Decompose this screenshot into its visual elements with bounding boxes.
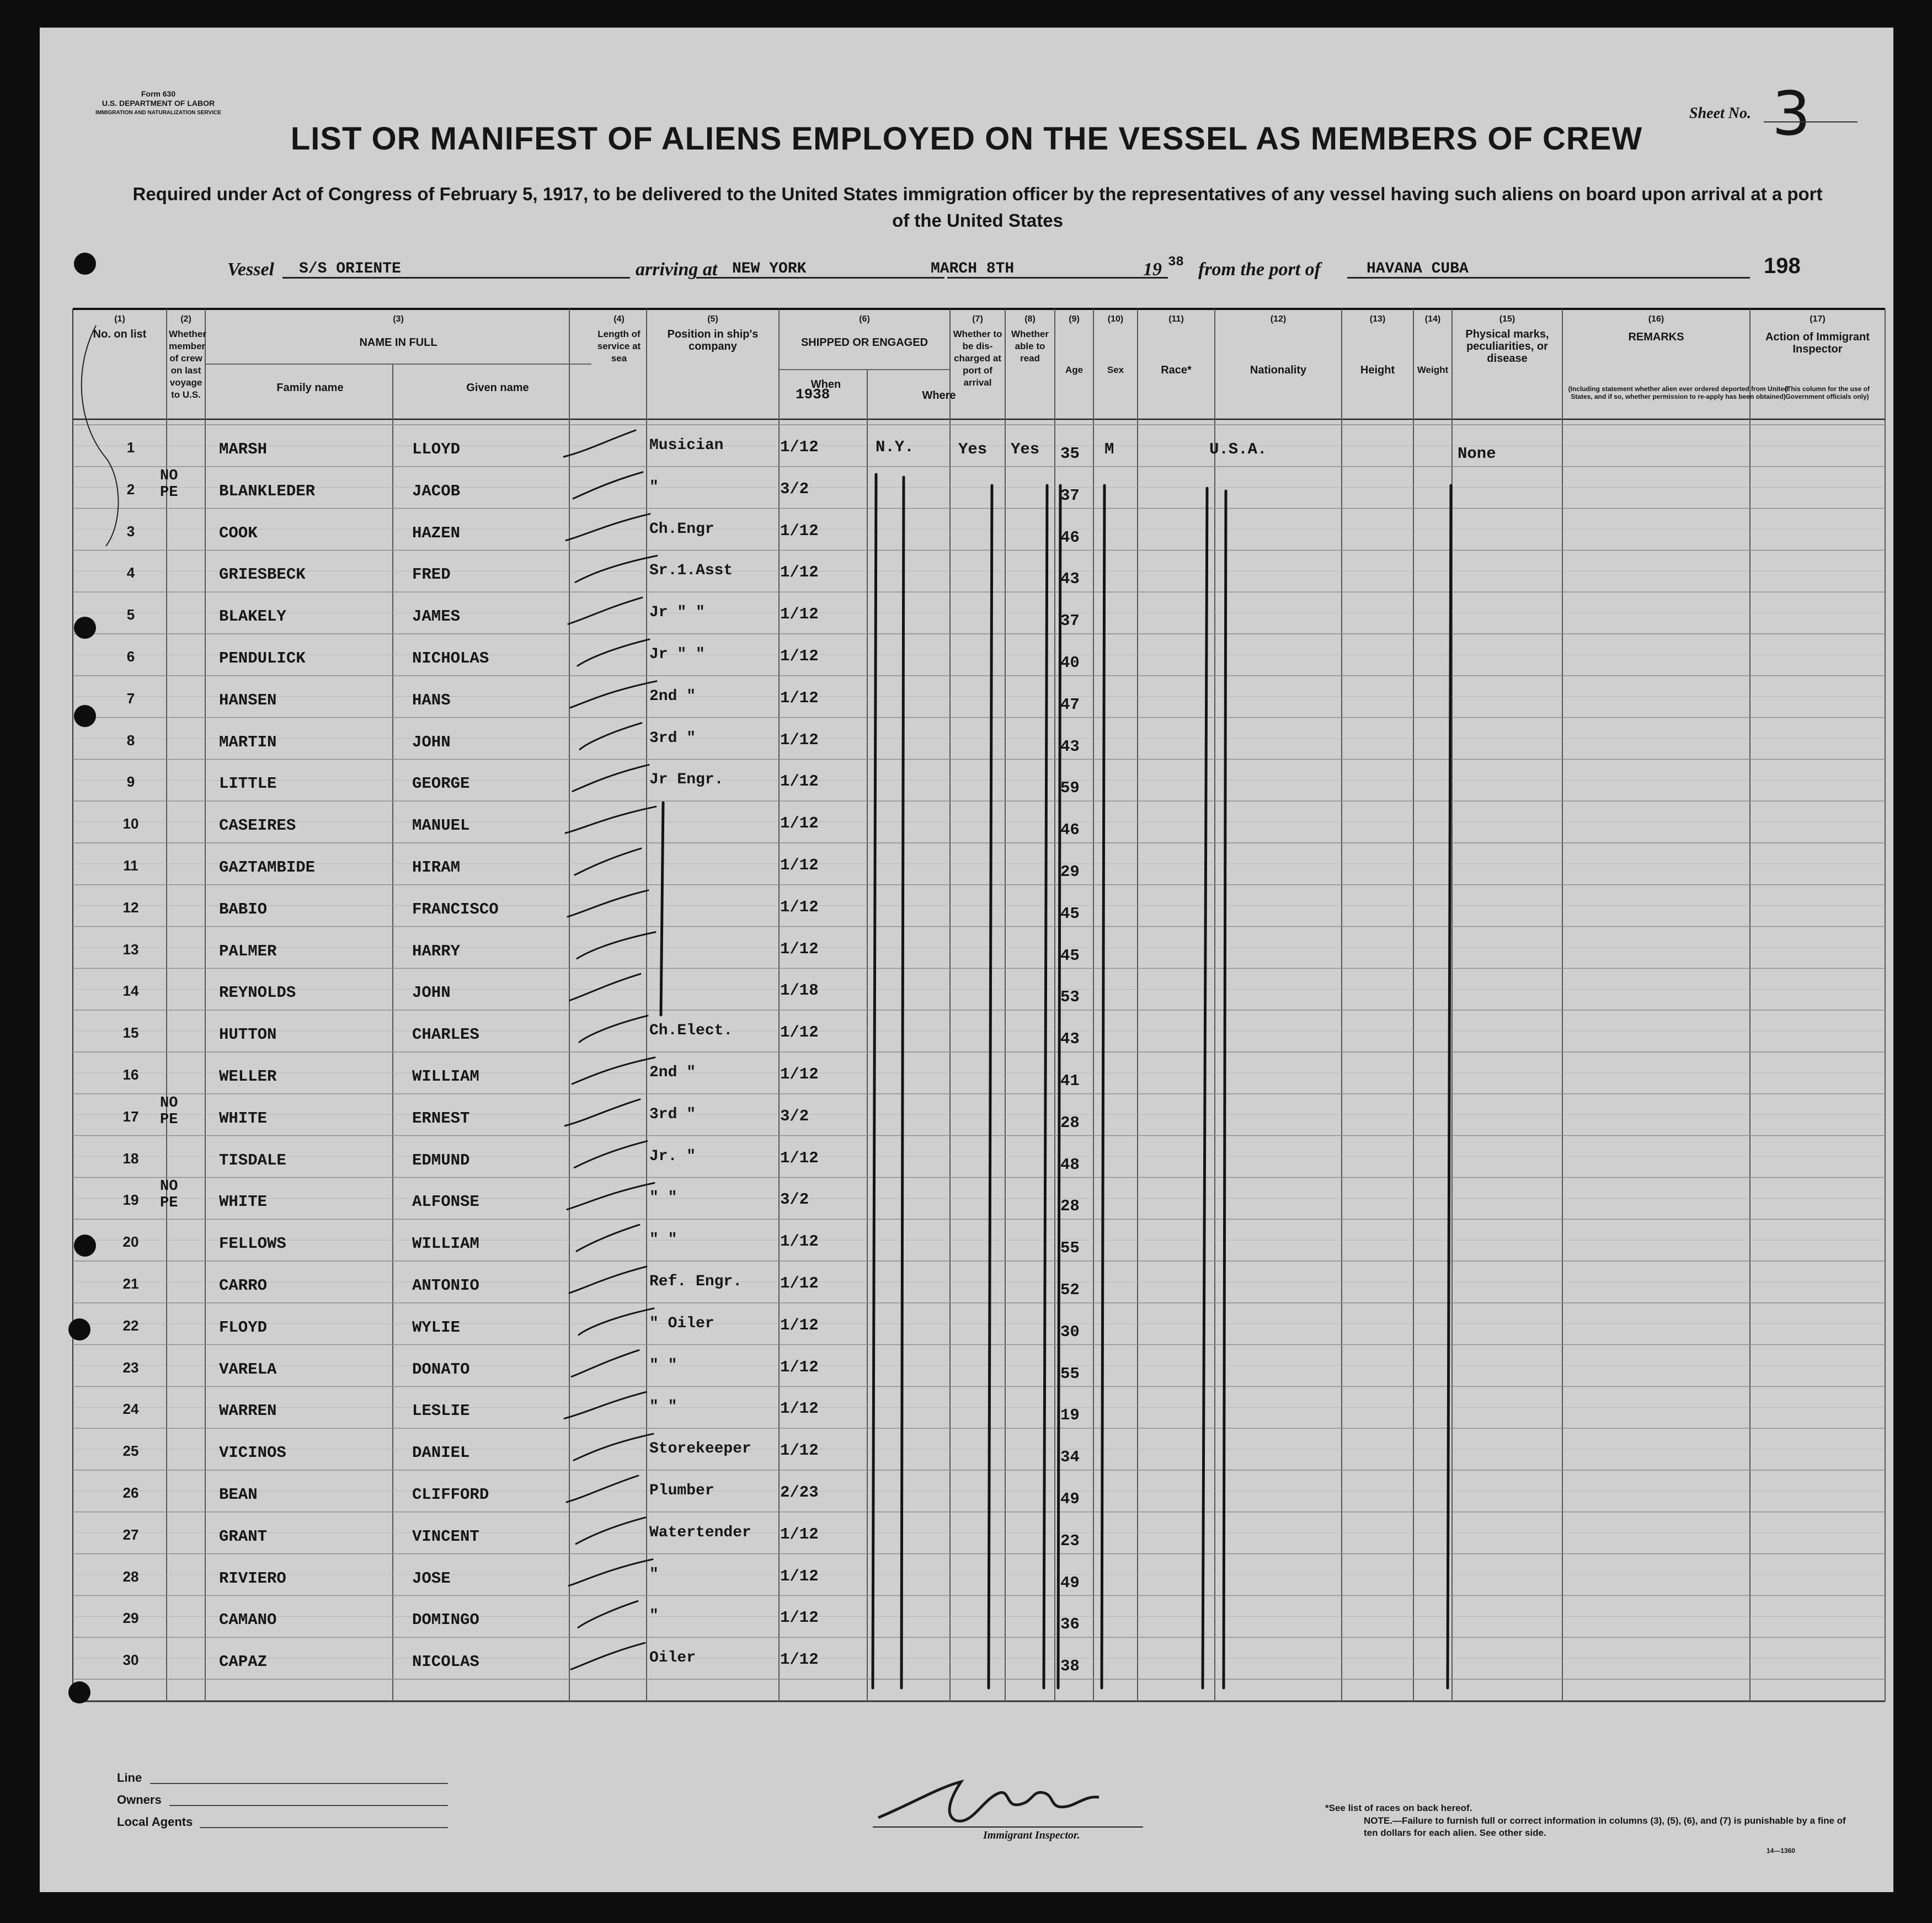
column-number: (5): [707, 314, 718, 324]
binder-hole: [68, 1681, 90, 1703]
age-cell: 49: [1060, 1490, 1080, 1508]
prev-voyage-cell: NO: [160, 1178, 178, 1195]
row-number: 24: [122, 1401, 139, 1418]
family-name-cell: GRIESBECK: [219, 565, 306, 584]
age-cell: 28: [1060, 1113, 1080, 1132]
column-number: (6): [859, 314, 870, 324]
age-cell: 29: [1060, 863, 1080, 881]
engaged-when-cell: 1/12: [780, 772, 819, 791]
local-agents-label: Local Agents: [117, 1815, 193, 1829]
position-cell: ": [649, 1607, 659, 1625]
column-number: (12): [1270, 314, 1287, 324]
position-cell: Jr. ": [649, 1147, 696, 1165]
given-name-cell: CLIFFORD: [412, 1486, 489, 1504]
engaged-when-cell: 1/12: [780, 1650, 819, 1669]
year-suffix: 38: [1168, 255, 1184, 270]
column-header: NAME IN FULL: [359, 336, 437, 349]
row-number: 14: [122, 982, 139, 1000]
engaged-when-cell: 1/12: [780, 647, 819, 665]
position-cell: Ch.Engr: [649, 520, 714, 538]
engaged-when-cell: 3/2: [780, 1190, 809, 1209]
given-name-cell: LLOYD: [412, 440, 461, 458]
given-name-cell: DONATO: [412, 1360, 470, 1379]
engaged-when-cell: 1/12: [780, 688, 819, 707]
engaged-where-cell: N.Y.: [876, 438, 914, 456]
row-number: 1: [126, 439, 135, 456]
age-cell: 43: [1060, 1030, 1080, 1049]
given-name-cell: GEORGE: [412, 774, 470, 793]
column-header: REMARKS: [1628, 331, 1684, 343]
age-cell: 36: [1060, 1615, 1080, 1634]
given-name-cell: ANTONIO: [412, 1276, 479, 1295]
age-cell: 46: [1060, 821, 1080, 840]
row-number: 29: [122, 1610, 139, 1627]
sheet-label: Sheet No.: [1689, 105, 1751, 122]
engaged-when-cell: 1/12: [780, 856, 819, 874]
column-header: SHIPPED OR ENGAGED: [800, 336, 928, 349]
row-number: 6: [126, 648, 135, 665]
sheet-number: 3: [1772, 78, 1811, 149]
fine-note: NOTE.—Failure to furnish full or correct information in columns (3), (5), (6), and (7) is punishable by a fine of ten dollars for each alien. See other side.: [1364, 1815, 1846, 1838]
column-header: Position in ship's company: [667, 328, 759, 352]
family-name-cell: BEAN: [219, 1486, 258, 1504]
given-name-cell: CHARLES: [412, 1025, 479, 1044]
row-number: 22: [122, 1317, 139, 1334]
binder-hole: [74, 705, 96, 727]
family-name-cell: BLAKELY: [219, 607, 286, 626]
position-cell: Jr " ": [649, 604, 705, 622]
family-name-cell: PENDULICK: [219, 649, 306, 667]
family-name-cell: CAMANO: [219, 1611, 277, 1630]
column-header: Physical marks, peculiarities, or disease: [1465, 328, 1549, 365]
column-number: (10): [1107, 314, 1124, 324]
year-prefix: 19: [1143, 259, 1162, 280]
family-name-cell: BLANKLEDER: [219, 482, 316, 500]
position-cell: Oiler: [649, 1649, 696, 1667]
row-number: 8: [126, 731, 135, 749]
inspector-note: (This column for the use of Government officials only): [1784, 385, 1870, 400]
position-cell: ": [649, 1566, 659, 1583]
row-number: 3: [126, 522, 135, 539]
given-name-cell: LESLIE: [412, 1402, 470, 1420]
row-number: 25: [122, 1443, 139, 1460]
family-name-cell: CAPAZ: [219, 1653, 268, 1671]
position-cell: 3rd ": [649, 1105, 696, 1123]
family-name-header: Family name: [276, 382, 344, 394]
row-number: 13: [122, 941, 139, 958]
engaged-when-cell: 3/2: [780, 479, 809, 498]
binder-hole: [74, 617, 96, 639]
engaged-when-cell: 1/12: [780, 814, 819, 833]
form-number: Form 630: [141, 89, 176, 98]
age-cell: 45: [1060, 946, 1080, 965]
age-cell: 41: [1060, 1072, 1080, 1090]
row-number: 9: [126, 773, 135, 790]
engaged-when-cell: 1/12: [780, 1316, 819, 1334]
position-cell: " ": [649, 1398, 677, 1416]
column-number: (7): [972, 314, 983, 324]
row-number: 18: [122, 1150, 139, 1167]
position-cell: Storekeeper: [649, 1440, 751, 1458]
family-name-cell: MARSH: [219, 440, 268, 458]
given-name-cell: MANUEL: [412, 816, 470, 835]
column-number: (17): [1810, 314, 1826, 324]
family-name-cell: CARRO: [219, 1276, 268, 1295]
engaged-when-cell: 2/23: [780, 1483, 819, 1502]
owners-label: Owners: [117, 1793, 162, 1807]
family-name-cell: LITTLE: [219, 774, 277, 793]
engaged-when-cell: 1/12: [780, 1609, 819, 1627]
family-name-cell: WHITE: [219, 1193, 268, 1211]
position-cell: Jr " ": [649, 646, 705, 663]
column-header: Height: [1360, 364, 1395, 376]
engaged-when-cell: 1/12: [780, 1065, 819, 1083]
engaged-when-cell: 1/12: [780, 1399, 819, 1418]
given-name-cell: HANS: [412, 691, 451, 709]
family-name-cell: PALMER: [219, 942, 277, 960]
family-name-cell: FELLOWS: [219, 1235, 286, 1253]
row-number: 21: [122, 1275, 139, 1292]
age-cell: 43: [1060, 570, 1080, 589]
position-cell: " ": [649, 1231, 677, 1249]
family-name-cell: MARTIN: [219, 733, 277, 751]
service: IMMIGRATION AND NATURALIZATION SERVICE: [95, 110, 221, 116]
arrival-date: MARCH 8TH: [931, 260, 1015, 277]
column-number: (1): [114, 314, 125, 324]
given-name-cell: DANIEL: [412, 1444, 470, 1462]
age-cell: 46: [1060, 528, 1080, 547]
immigrant-inspector-label: Immigrant Inspector.: [983, 1829, 1080, 1841]
given-name-cell: WYLIE: [412, 1318, 461, 1337]
row-number: 15: [122, 1024, 139, 1041]
from-port-label: from the port of: [1198, 259, 1321, 280]
family-name-cell: WELLER: [219, 1067, 277, 1086]
engaged-when-cell: 1/12: [780, 1567, 819, 1585]
family-name-cell: FLOYD: [219, 1318, 268, 1337]
engaged-when-cell: 1/12: [780, 605, 819, 624]
row-number: 28: [122, 1568, 139, 1585]
column-number: (11): [1168, 314, 1184, 324]
family-name-cell: BABIO: [219, 900, 268, 918]
when-header: When: [810, 378, 841, 391]
age-cell: 23: [1060, 1531, 1080, 1550]
age-cell: 52: [1060, 1281, 1080, 1299]
row-number: 10: [122, 815, 139, 832]
line-label: Line: [117, 1771, 142, 1785]
position-cell: " ": [649, 1356, 677, 1374]
given-name-cell: WILLIAM: [412, 1067, 479, 1086]
column-number: (13): [1369, 314, 1386, 324]
family-name-cell: COOK: [219, 524, 258, 542]
arrival-port: NEW YORK: [732, 260, 807, 277]
column-header: Weight: [1417, 365, 1449, 375]
engaged-when-cell: 1/18: [780, 981, 819, 1000]
prev-voyage-cell: PE: [160, 484, 178, 501]
position-cell: Jr Engr.: [649, 771, 724, 789]
family-name-cell: RIVIERO: [219, 1569, 286, 1588]
family-name-cell: HANSEN: [219, 691, 277, 709]
physical-marks-cell: None: [1458, 445, 1496, 463]
family-name-cell: VARELA: [219, 1360, 277, 1379]
arriving-label: arriving at: [636, 259, 718, 280]
position-cell: " ": [649, 1189, 677, 1207]
page-subtitle: Required under Act of Congress of February 5, 1917, to be delivered to the United States immigration officer by the representatives of any vessel having such aliens on board upon arrival at a port of the United States: [132, 184, 1823, 231]
vessel-name: S/S ORIENTE: [299, 260, 401, 277]
row-number: 27: [122, 1526, 139, 1543]
engaged-year: 1938: [796, 386, 830, 403]
column-number: (15): [1499, 314, 1515, 324]
age-cell: 55: [1060, 1239, 1080, 1258]
family-name-cell: REYNOLDS: [219, 984, 296, 1002]
given-name-header: Given name: [466, 382, 529, 394]
department: U.S. DEPARTMENT OF LABOR: [102, 99, 215, 108]
family-name-cell: GAZTAMBIDE: [219, 858, 316, 877]
position-cell: Watertender: [649, 1524, 751, 1541]
age-cell: 43: [1060, 737, 1080, 756]
engaged-when-cell: 1/12: [780, 1149, 819, 1167]
position-cell: " Oiler: [649, 1315, 714, 1332]
family-name-cell: VICINOS: [219, 1444, 286, 1462]
engaged-when-cell: 1/12: [780, 521, 819, 540]
position-cell: Sr.1.Asst: [649, 562, 733, 580]
column-header: Nationality: [1250, 364, 1307, 376]
print-code: 14—1360: [1766, 1847, 1796, 1855]
age-cell: 38: [1060, 1657, 1080, 1676]
engaged-when-cell: 1/12: [780, 1274, 819, 1292]
family-name-cell: TISDALE: [219, 1151, 286, 1169]
row-number: 11: [123, 857, 138, 874]
sex-cell: M: [1104, 440, 1114, 458]
column-header: Age: [1065, 365, 1084, 375]
where-header: Where: [922, 389, 956, 402]
manifest-grid: [40, 28, 1893, 1892]
age-cell: 49: [1060, 1573, 1080, 1592]
remarks-note: (Including statement whether alien ever ordered deported from United States, and if so, whether permission to re-apply has been obtained): [1568, 385, 1789, 400]
page-number: 198: [1764, 254, 1801, 278]
given-name-cell: JOHN: [412, 733, 451, 751]
age-cell: 40: [1060, 654, 1080, 672]
row-number: 2: [126, 480, 135, 498]
engaged-when-cell: 1/12: [780, 563, 819, 582]
column-header: Action of Immigrant Inspector: [1765, 331, 1870, 355]
engaged-when-cell: 1/12: [780, 1232, 819, 1251]
row-number: 12: [122, 899, 139, 916]
given-name-cell: HAZEN: [412, 524, 461, 542]
prev-voyage-cell: NO: [160, 467, 178, 484]
given-name-cell: JAMES: [412, 607, 461, 626]
given-name-cell: FRANCISCO: [412, 900, 499, 918]
age-cell: 45: [1060, 904, 1080, 923]
binder-hole: [74, 1235, 96, 1257]
age-cell: 34: [1060, 1448, 1080, 1467]
column-header: Whether able to read: [1011, 329, 1049, 364]
position-cell: 2nd ": [649, 687, 696, 705]
row-number: 20: [122, 1233, 139, 1251]
column-header: Sex: [1107, 365, 1124, 375]
prev-voyage-cell: NO: [160, 1094, 178, 1112]
age-cell: 30: [1060, 1322, 1080, 1341]
engaged-when-cell: 1/12: [780, 1358, 819, 1376]
column-header: Whether member of crew on last voyage to U.S.: [169, 329, 206, 400]
age-cell: 37: [1060, 612, 1080, 631]
engaged-when-cell: 1/12: [780, 1441, 819, 1460]
age-cell: 19: [1060, 1406, 1080, 1425]
given-name-cell: ALFONSE: [412, 1193, 479, 1211]
family-name-cell: GRANT: [219, 1527, 268, 1546]
manifest-sheet: [40, 28, 1893, 1892]
binder-hole: [68, 1318, 90, 1340]
age-cell: 55: [1060, 1364, 1080, 1383]
engaged-when-cell: 1/12: [780, 898, 819, 916]
column-number: (4): [613, 314, 625, 324]
family-name-cell: HUTTON: [219, 1025, 277, 1044]
row-number: 26: [122, 1484, 139, 1501]
family-name-cell: CASEIRES: [219, 816, 296, 835]
engaged-when-cell: 1/12: [780, 939, 819, 958]
age-cell: 35: [1060, 445, 1080, 463]
position-cell: Ref. Engr.: [649, 1273, 743, 1290]
age-cell: 47: [1060, 695, 1080, 714]
family-name-cell: WARREN: [219, 1402, 277, 1420]
given-name-cell: WILLIAM: [412, 1235, 479, 1253]
able-to-read-cell: Yes: [1011, 440, 1040, 458]
given-name-cell: JOSE: [412, 1569, 451, 1588]
age-cell: 28: [1060, 1197, 1080, 1216]
age-cell: 37: [1060, 486, 1080, 505]
given-name-cell: ERNEST: [412, 1109, 470, 1128]
position-cell: Musician: [649, 437, 724, 454]
page-title: LIST OR MANIFEST OF ALIENS EMPLOYED ON THE VESSEL AS MEMBERS OF CREW: [290, 121, 1643, 157]
races-note: *See list of races on back hereof.: [1325, 1803, 1472, 1813]
position-cell: Ch.Elect.: [649, 1022, 733, 1040]
engaged-when-cell: 1/12: [780, 730, 819, 749]
column-number: (16): [1648, 314, 1664, 324]
row-number: 23: [122, 1359, 139, 1376]
binder-hole: [74, 253, 96, 275]
position-cell: 3rd ": [649, 729, 696, 747]
position-cell: Plumber: [649, 1482, 714, 1499]
given-name-cell: VINCENT: [412, 1527, 479, 1546]
engaged-when-cell: 3/2: [780, 1107, 809, 1125]
row-number: 4: [126, 564, 135, 581]
family-name-cell: WHITE: [219, 1109, 268, 1128]
given-name-cell: EDMUND: [412, 1151, 470, 1169]
nationality-cell: U.S.A.: [1209, 440, 1267, 458]
given-name-cell: DOMINGO: [412, 1611, 479, 1630]
given-name-cell: HIRAM: [412, 858, 461, 877]
row-number: 5: [126, 606, 135, 623]
column-number: (8): [1024, 314, 1036, 324]
age-cell: 59: [1060, 779, 1080, 798]
from-port: HAVANA CUBA: [1367, 260, 1469, 277]
column-number: (14): [1424, 314, 1441, 324]
row-number: 16: [122, 1066, 139, 1083]
given-name-cell: JOHN: [412, 984, 451, 1002]
age-cell: 48: [1060, 1155, 1080, 1174]
inspector-signature: [867, 1765, 1154, 1837]
given-name-cell: HARRY: [412, 942, 461, 960]
column-number: (3): [393, 314, 404, 324]
engaged-when-cell: 1/12: [780, 1525, 819, 1543]
column-header: Whether to be dis-charged at port of arrival: [953, 329, 1002, 388]
given-name-cell: FRED: [412, 565, 451, 584]
given-name-cell: JACOB: [412, 482, 461, 500]
given-name-cell: NICOLAS: [412, 1653, 479, 1671]
column-header: No. on list: [93, 328, 147, 340]
row-number: 17: [122, 1108, 139, 1125]
given-name-cell: NICHOLAS: [412, 649, 489, 667]
vessel-label: Vessel: [227, 259, 274, 280]
position-cell: ": [649, 478, 659, 496]
position-cell: 2nd ": [649, 1064, 696, 1081]
row-number: 19: [122, 1192, 139, 1209]
prev-voyage-cell: PE: [160, 1111, 178, 1128]
column-number: (9): [1069, 314, 1080, 324]
column-header: Length of service at sea: [597, 329, 641, 364]
engaged-when-cell: 1/12: [780, 438, 819, 456]
row-number: 7: [126, 690, 135, 707]
age-cell: 53: [1060, 988, 1080, 1007]
engaged-when-cell: 1/12: [780, 1023, 819, 1042]
prev-voyage-cell: PE: [160, 1195, 178, 1212]
column-header: Race*: [1161, 364, 1192, 376]
column-number: (2): [180, 314, 191, 324]
discharged-cell: Yes: [958, 440, 988, 458]
row-number: 30: [122, 1652, 139, 1669]
